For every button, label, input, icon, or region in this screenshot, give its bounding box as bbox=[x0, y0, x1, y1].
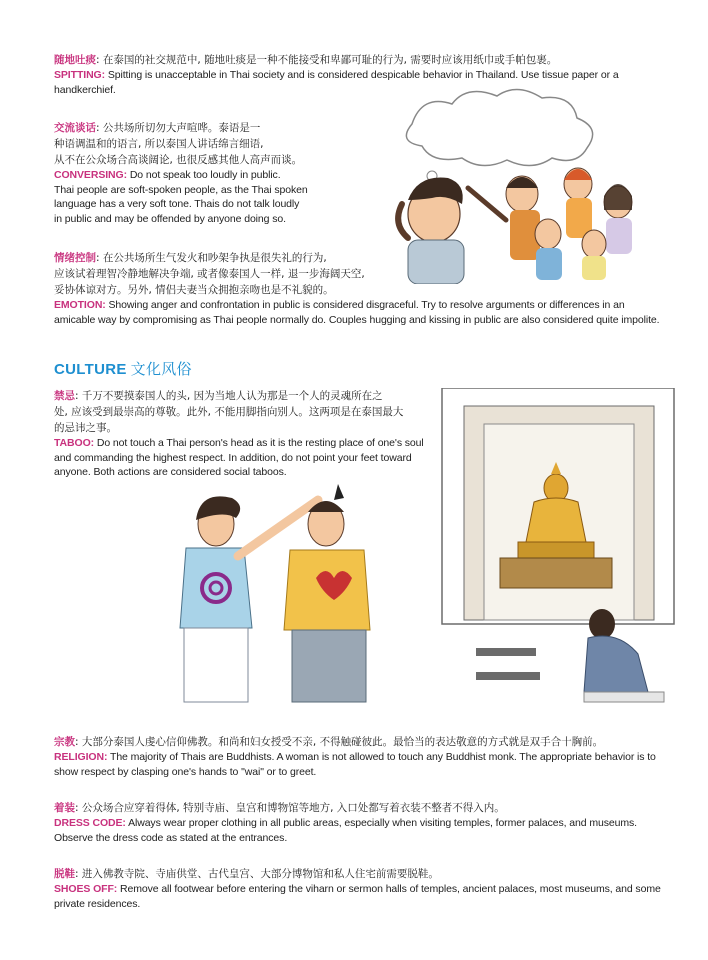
emotion-zh-3: 妥协体谅对方。另外, 情侣夫妻当众拥抱亲吻也是不礼貌的。 bbox=[54, 284, 334, 296]
religion-en bbox=[54, 750, 664, 779]
conversing-zh-text-1: 公共场所切勿大声喧哗。泰语是一 bbox=[102, 122, 261, 134]
woman-shirt-icon bbox=[180, 548, 252, 628]
pointing-arm-icon bbox=[468, 188, 506, 220]
woman-pants-icon bbox=[184, 628, 248, 702]
conversing-illustration bbox=[372, 84, 672, 284]
thought-cloud-icon bbox=[406, 89, 592, 165]
taboo-en-heading: TABOO: bbox=[54, 437, 95, 449]
boy-head-icon bbox=[535, 219, 561, 249]
emotion-zh-heading: 情绪控制 bbox=[54, 252, 96, 264]
kneeling-man-shirt-icon bbox=[584, 636, 648, 692]
religion-en-text: The majority of Thais are Buddhists. A woman is not allowed to touch any Buddhist monk. The appropriate behavior is to show respect by clasping one's hands to "wai" or to greet. bbox=[54, 751, 656, 778]
conversing-zh-heading: 交流谈话 bbox=[54, 122, 96, 134]
shoes-row-icon bbox=[476, 648, 536, 656]
conversing-zh-2: 种语调温和的语言, 所以泰国人讲话绵言细语, bbox=[54, 138, 264, 150]
girl-shirt-icon bbox=[606, 218, 632, 254]
section-title-en: CULTURE bbox=[54, 361, 127, 378]
religion-block bbox=[54, 734, 664, 779]
religion-zh-text: 大部分泰国人虔心信仰佛教。和尚和妇女授受不亲, 不得触碰彼此。最恰当的表达敬意的方式就是双手合十胸前。 bbox=[81, 736, 604, 748]
anger-mark-icon bbox=[334, 484, 344, 500]
conversing-en-3: language has a very soft tone. Thais do not talk loudly bbox=[54, 198, 300, 210]
taboo-en-text-1: Do not touch a Thai person's head as it is the resting place of one's soul bbox=[96, 437, 424, 449]
shoes-en bbox=[54, 882, 664, 911]
spitting-zh-heading: 随地吐痰 bbox=[54, 54, 96, 66]
shoes-zh: 脱鞋: 进入佛教寺院、寺庙供堂、古代皇宫、大部分博物馆和私人住宅前需要脱鞋。 bbox=[54, 868, 439, 880]
dress-code-block bbox=[54, 800, 664, 845]
temple-illustration bbox=[438, 388, 678, 706]
emotion-en-text: Showing anger and confrontation in public is considered disgraceful. Try to resolve arguments or differences in an amicable way by compromising as Thai people normally do. Couples hugging and kissing in public are also considered quite impolite. bbox=[54, 299, 660, 326]
emotion-en bbox=[54, 298, 664, 327]
section-title-zh: 文化风俗 bbox=[130, 360, 192, 378]
group-person-hair-icon bbox=[506, 177, 538, 188]
woman-arm-icon bbox=[238, 500, 318, 556]
emotion-zh-1: 情绪控制: 在公共场所生气发火和吵架争执是很失礼的行为, bbox=[54, 252, 327, 264]
conversing-zh-1: 交流谈话: 公共场所切勿大声喧哗。泰语是一 bbox=[54, 122, 261, 134]
kid-head-icon bbox=[582, 230, 606, 258]
shoes-row-2-icon bbox=[476, 672, 540, 680]
man2-pants-icon bbox=[292, 630, 366, 702]
man-arm-icon bbox=[398, 204, 408, 238]
taboo-zh-heading: 禁忌 bbox=[54, 390, 75, 402]
taboo-zh-2: 处, 应该受到最崇高的尊敬。此外, 不能用脚指向别人。这两项是在泰国最大 bbox=[54, 406, 404, 418]
religion-zh: 宗教: 大部分泰国人虔心信仰佛教。和尚和妇女授受不亲, 不得触碰彼此。最恰当的表达敬意的方式就是双手合十胸前。 bbox=[54, 736, 604, 748]
dress-zh: 着装: 公众场合应穿着得体, 特别寺庙、皇宫和博物馆等地方, 入口处都写着衣装不整者不得入内。 bbox=[54, 802, 505, 814]
conversing-en-4: in public and may be offended by anyone doing so. bbox=[54, 212, 286, 225]
dress-en-text: Always wear proper clothing in all public areas, especially when visiting temples, former palaces, and museums. Observe the dress code as stated at the entrances. bbox=[54, 817, 637, 844]
taboo-block bbox=[54, 388, 454, 480]
emotion-en-heading: EMOTION: bbox=[54, 299, 106, 311]
spitting-zh: 随地吐痰: 在泰国的社交规范中, 随地吐痰是一种不能接受和卑鄙可耻的行为, 需要时应该用纸巾或手帕包裹。 bbox=[54, 54, 558, 66]
shoes-zh-text: 进入佛教寺院、寺庙供堂、古代皇宫、大部分博物馆和私人住宅前需要脱鞋。 bbox=[81, 868, 439, 880]
conversing-en-heading: CONVERSING: bbox=[54, 169, 127, 181]
shoes-zh-heading: 脱鞋 bbox=[54, 868, 75, 880]
kneeling-man-head-icon bbox=[589, 609, 615, 639]
dress-en-heading: DRESS CODE: bbox=[54, 817, 126, 829]
dress-en bbox=[54, 816, 664, 845]
culture-section-title bbox=[54, 358, 192, 379]
dress-zh-heading: 着装 bbox=[54, 802, 75, 814]
conversing-zh-3: 从不在公众场合高谈阔论, 也很反感其他人高声而谈。 bbox=[54, 154, 303, 166]
taboo-zh-3: 的忌讳之事。 bbox=[54, 422, 117, 434]
conversing-en-2: Thai people are soft-spoken people, as the Thai spoken bbox=[54, 183, 308, 196]
altar-icon bbox=[500, 558, 612, 588]
conversing-block bbox=[54, 120, 374, 226]
conversing-en-text-1: Do not speak too loudly in public. bbox=[129, 169, 281, 181]
buddha-body-icon bbox=[526, 498, 586, 542]
spitting-en-text: Spitting is unacceptable in Thai society and is considered despicable behavior in Thailand. Use tissue paper or a handkerchief. bbox=[54, 69, 619, 96]
buddha-pedestal-icon bbox=[518, 542, 594, 558]
kneeling-man-pants-icon bbox=[584, 692, 664, 702]
religion-zh-heading: 宗教 bbox=[54, 736, 75, 748]
spitting-zh-text: 在泰国的社交规范中, 随地吐痰是一种不能接受和卑鄙可耻的行为, 需要时应该用纸巾或手帕包裹。 bbox=[102, 54, 558, 66]
man-shirt-icon bbox=[408, 240, 464, 284]
religion-en-heading: RELIGION: bbox=[54, 751, 108, 763]
shoes-en-text: Remove all footwear before entering the viharn or sermon halls of temples, ancient palaces, most museums, and some private residences. bbox=[54, 883, 661, 910]
taboo-en-1 bbox=[54, 436, 454, 451]
emotion-zh-2: 应该试着理智冷静地解决争端, 或者像泰国人一样, 退一步海阔天空, bbox=[54, 268, 365, 280]
taboo-en-2: and commanding the highest respect. In addition, do not point your feet toward bbox=[54, 451, 412, 464]
taboo-zh-1: 禁忌: 千万不要摸泰国人的头, 因为当地人认为那是一个人的灵魂所在之 bbox=[54, 390, 383, 402]
girl-hair-icon bbox=[604, 184, 632, 210]
boy-shirt-icon bbox=[536, 248, 562, 280]
kid-shirt-icon bbox=[582, 256, 606, 280]
emotion-zh-text-1: 在公共场所生气发火和吵架争执是很失礼的行为, bbox=[102, 252, 327, 264]
taboo-zh-text-1: 千万不要摸泰国人的头, 因为当地人认为那是一个人的灵魂所在之 bbox=[81, 390, 383, 402]
shoes-off-block bbox=[54, 866, 664, 911]
taboo-en-3: anyone. Both actions are considered social taboos. bbox=[54, 466, 287, 478]
child-hair-icon bbox=[564, 169, 592, 180]
taboo-illustration bbox=[150, 484, 380, 704]
shoes-en-heading: SHOES OFF: bbox=[54, 883, 118, 895]
conversing-en-1 bbox=[54, 168, 374, 183]
spitting-en-heading: SPITTING: bbox=[54, 69, 106, 81]
dress-zh-text: 公众场合应穿着得体, 特别寺庙、皇宫和博物馆等地方, 入口处都写着衣装不整者不得入内。 bbox=[81, 802, 505, 814]
